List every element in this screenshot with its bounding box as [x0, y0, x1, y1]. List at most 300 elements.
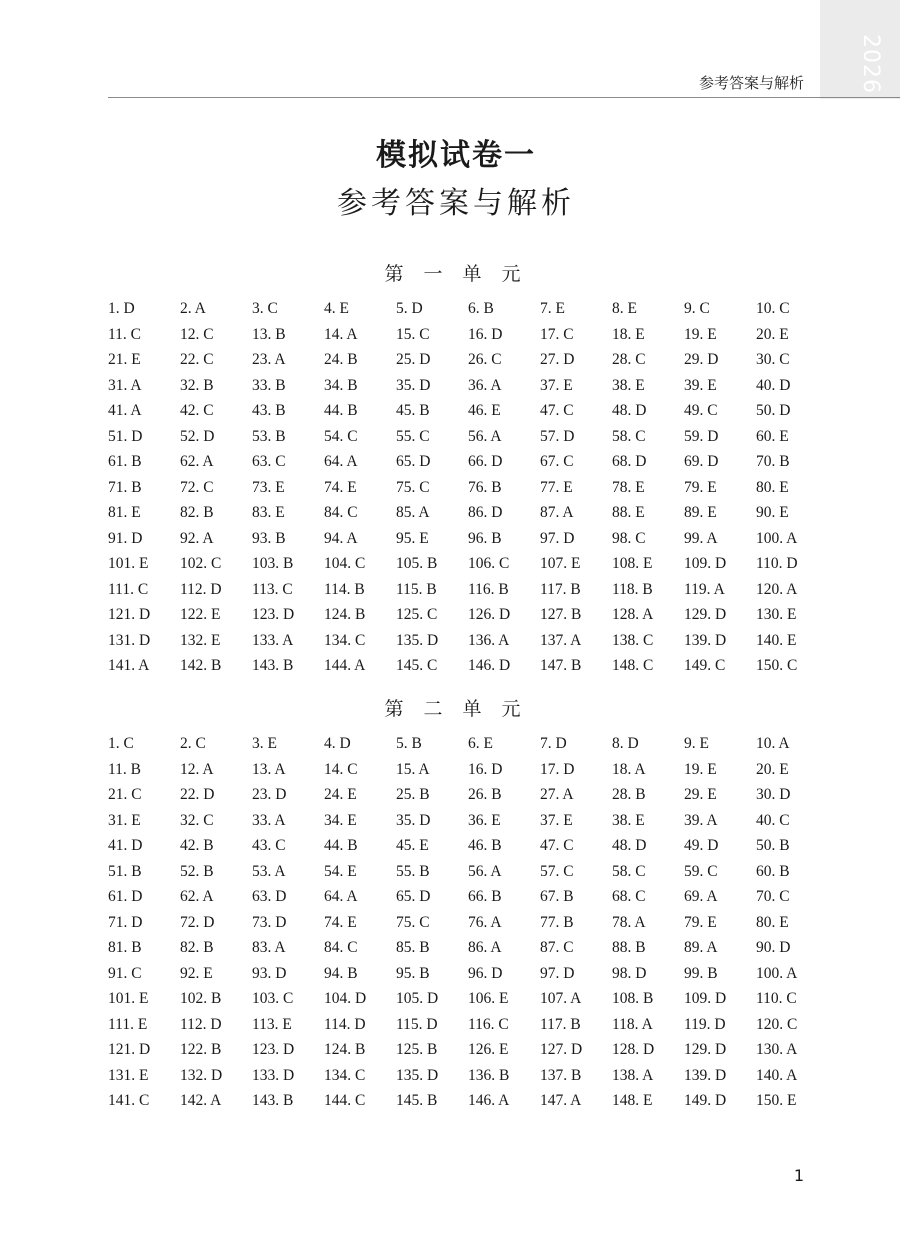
answer-item: 8. D — [612, 735, 639, 752]
answer-item: 88. B — [612, 939, 646, 956]
answer-item: 83. E — [252, 504, 285, 521]
answer-item: 57. D — [540, 427, 575, 445]
answer-item: 145. C — [396, 657, 438, 674]
answer-item: 67. C — [540, 453, 574, 470]
answer-item: 136. B — [468, 1066, 510, 1084]
answer-item: 55. B — [396, 862, 430, 880]
answer-item: 16. D — [468, 760, 503, 778]
answer-item: 6. B — [468, 300, 494, 317]
answer-item: 93. D — [252, 964, 287, 982]
answer-item: 114. B — [324, 580, 365, 598]
answer-item: 65. D — [396, 453, 431, 470]
answer-item: 101. E — [108, 555, 149, 572]
answer-item: 29. E — [684, 786, 717, 803]
answer-item: 73. E — [252, 478, 285, 496]
answer-item: 90. E — [756, 504, 789, 521]
answer-item: 50. B — [756, 837, 790, 854]
answer-item: 32. C — [180, 811, 214, 829]
answer-item: 140. E — [756, 631, 797, 649]
answer-item: 77. E — [540, 478, 573, 496]
answer-item: 111. E — [108, 1015, 148, 1033]
answer-item: 10. A — [756, 735, 790, 752]
answer-item: 99. B — [684, 964, 718, 982]
answer-item: 75. C — [396, 913, 430, 931]
answer-item: 12. C — [180, 325, 214, 343]
answer-item: 131. E — [108, 1066, 149, 1084]
answer-item: 131. D — [108, 631, 151, 649]
answer-item: 97. D — [540, 964, 575, 982]
answer-item: 119. A — [684, 580, 725, 598]
answer-item: 3. C — [252, 300, 278, 317]
answer-item: 135. D — [396, 631, 439, 649]
answer-item: 128. A — [612, 606, 654, 623]
answer-item: 58. C — [612, 427, 646, 445]
answer-item: 22. C — [180, 351, 214, 368]
answer-item: 122. E — [180, 606, 221, 623]
answer-item: 114. D — [324, 1015, 366, 1033]
answer-item: 142. A — [180, 1092, 222, 1109]
answer-item: 62. A — [180, 888, 214, 905]
answer-item: 76. B — [468, 478, 502, 496]
answer-item: 107. A — [540, 990, 582, 1007]
answer-item: 106. E — [468, 990, 509, 1007]
answer-item: 37. E — [540, 376, 573, 394]
answer-item: 117. B — [540, 580, 581, 598]
answer-item: 94. A — [324, 529, 358, 547]
answer-item: 40. D — [756, 376, 791, 394]
answer-item: 56. A — [468, 862, 502, 880]
answer-item: 86. D — [468, 504, 503, 521]
answer-item: 18. E — [612, 325, 645, 343]
answer-item: 123. D — [252, 1041, 295, 1058]
answer-item: 145. B — [396, 1092, 438, 1109]
answer-item: 137. A — [540, 631, 582, 649]
answer-item: 31. E — [108, 811, 141, 829]
answer-item: 81. E — [108, 504, 141, 521]
answer-item: 78. E — [612, 478, 645, 496]
answer-item: 100. A — [756, 529, 798, 547]
answer-item: 28. B — [612, 786, 646, 803]
answer-item: 71. B — [108, 478, 142, 496]
unit-1-answer-grid — [108, 296, 828, 679]
answer-item: 72. C — [180, 478, 214, 496]
answer-item: 79. E — [684, 913, 717, 931]
answer-item: 43. C — [252, 837, 286, 854]
answer-item: 121. D — [108, 606, 151, 623]
answer-item: 127. D — [540, 1041, 583, 1058]
answer-item: 146. A — [468, 1092, 510, 1109]
answer-item: 9. E — [684, 735, 709, 752]
answer-item: 139. D — [684, 631, 727, 649]
answer-item: 58. C — [612, 862, 646, 880]
answer-item: 92. A — [180, 529, 214, 547]
answer-item: 57. C — [540, 862, 574, 880]
answer-item: 30. C — [756, 351, 790, 368]
answer-item: 14. C — [324, 760, 358, 778]
answer-item: 48. D — [612, 837, 647, 854]
answer-item: 61. D — [108, 888, 143, 905]
answer-item: 92. E — [180, 964, 213, 982]
answer-item: 44. B — [324, 837, 358, 854]
answer-item: 6. E — [468, 735, 493, 752]
answer-item: 9. C — [684, 300, 710, 317]
answer-item: 105. B — [396, 555, 438, 572]
answer-item: 36. E — [468, 811, 501, 829]
answer-item: 20. E — [756, 325, 789, 343]
answer-item: 66. D — [468, 453, 503, 470]
answer-item: 102. C — [180, 555, 222, 572]
answer-item: 85. A — [396, 504, 430, 521]
answer-item: 60. B — [756, 862, 790, 880]
answer-item: 122. B — [180, 1041, 222, 1058]
answer-item: 53. B — [252, 427, 286, 445]
answer-item: 25. B — [396, 786, 430, 803]
answer-item: 84. C — [324, 939, 358, 956]
answer-item: 70. C — [756, 888, 790, 905]
answer-item: 63. D — [252, 888, 287, 905]
answer-item: 59. C — [684, 862, 718, 880]
answer-item: 42. B — [180, 837, 214, 854]
answer-item: 133. A — [252, 631, 294, 649]
answer-item: 141. C — [108, 1092, 150, 1109]
answer-item: 143. B — [252, 1092, 294, 1109]
page-subtitle: 参考答案与解析 — [337, 186, 575, 221]
answer-item: 74. E — [324, 913, 357, 931]
answer-item: 31. A — [108, 376, 142, 394]
answer-item: 24. E — [324, 786, 357, 803]
answer-item: 37. E — [540, 811, 573, 829]
answer-item: 50. D — [756, 402, 791, 419]
answer-item: 41. D — [108, 837, 143, 854]
answer-item: 68. D — [612, 453, 647, 470]
answer-item: 33. B — [252, 376, 286, 394]
answer-item: 74. E — [324, 478, 357, 496]
answer-item: 112. D — [180, 1015, 222, 1033]
answer-item: 14. A — [324, 325, 358, 343]
answer-item: 69. D — [684, 453, 719, 470]
answer-item: 81. B — [108, 939, 142, 956]
answer-item: 105. D — [396, 990, 439, 1007]
answer-item: 80. E — [756, 478, 789, 496]
unit-2-answer-grid — [108, 731, 828, 1114]
answer-item: 112. D — [180, 580, 222, 598]
answer-item: 78. A — [612, 913, 646, 931]
answer-item: 136. A — [468, 631, 510, 649]
answer-item: 115. B — [396, 580, 437, 598]
answer-item: 147. A — [540, 1092, 582, 1109]
answer-item: 87. C — [540, 939, 574, 956]
answer-item: 34. E — [324, 811, 357, 829]
answer-item: 129. D — [684, 1041, 727, 1058]
answer-item: 124. B — [324, 1041, 366, 1058]
answer-item: 47. C — [540, 837, 574, 854]
answer-item: 100. A — [756, 964, 798, 982]
answer-item: 129. D — [684, 606, 727, 623]
answer-item: 125. C — [396, 606, 438, 623]
answer-item: 42. C — [180, 402, 214, 419]
answer-item: 39. E — [684, 376, 717, 394]
answer-item: 88. E — [612, 504, 645, 521]
answer-item: 38. E — [612, 376, 645, 394]
answer-item: 24. B — [324, 351, 358, 368]
page-number: 1 — [793, 1166, 804, 1185]
answer-item: 125. B — [396, 1041, 438, 1058]
answer-item: 132. D — [180, 1066, 223, 1084]
answer-item: 60. E — [756, 427, 789, 445]
answer-item: 44. B — [324, 402, 358, 419]
answer-item: 117. B — [540, 1015, 581, 1033]
answer-item: 139. D — [684, 1066, 727, 1084]
answer-item: 1. C — [108, 735, 134, 752]
answer-item: 54. C — [324, 427, 358, 445]
page-title: 模拟试卷一 — [376, 138, 536, 173]
answer-item: 45. E — [396, 837, 429, 854]
answer-item: 135. D — [396, 1066, 439, 1084]
answer-item: 52. B — [180, 862, 214, 880]
answer-item: 15. C — [396, 325, 430, 343]
answer-item: 4. E — [324, 300, 349, 317]
answer-item: 20. E — [756, 760, 789, 778]
answer-item: 120. C — [756, 1015, 798, 1033]
answer-item: 63. C — [252, 453, 286, 470]
answer-item: 56. A — [468, 427, 502, 445]
answer-item: 86. A — [468, 939, 502, 956]
answer-item: 62. A — [180, 453, 214, 470]
answer-item: 148. E — [612, 1092, 653, 1109]
answer-item: 64. A — [324, 888, 358, 905]
answer-item: 8. E — [612, 300, 637, 317]
answer-item: 40. C — [756, 811, 790, 829]
answer-item: 76. A — [468, 913, 502, 931]
answer-item: 94. B — [324, 964, 358, 982]
answer-item: 138. A — [612, 1066, 654, 1084]
answer-item: 110. C — [756, 990, 797, 1007]
answer-item: 77. B — [540, 913, 574, 931]
answer-item: 67. B — [540, 888, 574, 905]
answer-item: 21. C — [108, 786, 142, 803]
answer-item: 93. B — [252, 529, 286, 547]
answer-item: 124. B — [324, 606, 366, 623]
answer-item: 5. D — [396, 300, 423, 317]
answer-item: 69. A — [684, 888, 718, 905]
answer-item: 146. D — [468, 657, 511, 674]
answer-item: 147. B — [540, 657, 582, 674]
answer-item: 52. D — [180, 427, 215, 445]
answer-item: 97. D — [540, 529, 575, 547]
answer-item: 29. D — [684, 351, 719, 368]
answer-item: 102. B — [180, 990, 222, 1007]
answer-item: 113. C — [252, 580, 293, 598]
answer-item: 118. A — [612, 1015, 653, 1033]
answer-item: 53. A — [252, 862, 286, 880]
answer-item: 49. C — [684, 402, 718, 419]
answer-item: 19. E — [684, 760, 717, 778]
answer-item: 119. D — [684, 1015, 726, 1033]
answer-item: 51. D — [108, 427, 143, 445]
answer-item: 16. D — [468, 325, 503, 343]
answer-item: 41. A — [108, 402, 142, 419]
answer-item: 130. A — [756, 1041, 798, 1058]
answer-item: 13. B — [252, 325, 286, 343]
answer-item: 3. E — [252, 735, 277, 752]
answer-item: 133. D — [252, 1066, 295, 1084]
unit-2-title: 第 二 单 元 — [384, 698, 528, 720]
answer-item: 10. C — [756, 300, 790, 317]
answer-item: 79. E — [684, 478, 717, 496]
answer-item: 104. D — [324, 990, 367, 1007]
answer-item: 90. D — [756, 939, 791, 956]
answer-item: 121. D — [108, 1041, 151, 1058]
answer-item: 108. E — [612, 555, 653, 572]
answer-item: 38. E — [612, 811, 645, 829]
answer-item: 82. B — [180, 504, 214, 521]
answer-item: 4. D — [324, 735, 351, 752]
answer-item: 49. D — [684, 837, 719, 854]
answer-item: 43. B — [252, 402, 286, 419]
answer-item: 22. D — [180, 786, 215, 803]
answer-item: 19. E — [684, 325, 717, 343]
answer-item: 99. A — [684, 529, 718, 547]
answer-item: 91. D — [108, 529, 143, 547]
answer-item: 11. B — [108, 760, 142, 778]
answer-item: 23. A — [252, 351, 286, 368]
answer-item: 13. A — [252, 760, 286, 778]
answer-item: 33. A — [252, 811, 286, 829]
answer-item: 89. E — [684, 504, 717, 521]
answer-item: 134. C — [324, 631, 366, 649]
answer-item: 55. C — [396, 427, 430, 445]
answer-item: 39. A — [684, 811, 718, 829]
answer-item: 65. D — [396, 888, 431, 905]
answer-item: 126. D — [468, 606, 511, 623]
answer-item: 150. E — [756, 1092, 797, 1109]
answer-item: 45. B — [396, 402, 430, 419]
answer-item: 149. D — [684, 1092, 727, 1109]
answer-item: 35. D — [396, 811, 431, 829]
answer-item: 36. A — [468, 376, 502, 394]
answer-item: 15. A — [396, 760, 430, 778]
answer-item: 134. C — [324, 1066, 366, 1084]
answer-item: 46. E — [468, 402, 501, 419]
answer-item: 28. C — [612, 351, 646, 368]
answer-item: 116. C — [468, 1015, 509, 1033]
answer-item: 64. A — [324, 453, 358, 470]
answer-item: 116. B — [468, 580, 509, 598]
answer-item: 7. E — [540, 300, 565, 317]
answer-item: 72. D — [180, 913, 215, 931]
answer-item: 111. C — [108, 580, 149, 598]
answer-item: 87. A — [540, 504, 574, 521]
answer-item: 150. C — [756, 657, 798, 674]
answer-item: 109. D — [684, 555, 727, 572]
answer-item: 25. D — [396, 351, 431, 368]
answer-item: 26. B — [468, 786, 502, 803]
answer-item: 98. C — [612, 529, 646, 547]
answer-item: 123. D — [252, 606, 295, 623]
answer-item: 27. D — [540, 351, 575, 368]
answer-item: 35. D — [396, 376, 431, 394]
answer-item: 95. B — [396, 964, 430, 982]
answer-item: 70. B — [756, 453, 790, 470]
answer-item: 137. B — [540, 1066, 582, 1084]
answer-item: 91. C — [108, 964, 142, 982]
answer-item: 71. D — [108, 913, 143, 931]
answer-item: 48. D — [612, 402, 647, 419]
answer-item: 46. B — [468, 837, 502, 854]
answer-item: 144. A — [324, 657, 366, 674]
answer-item: 141. A — [108, 657, 150, 674]
answer-item: 34. B — [324, 376, 358, 394]
answer-item: 106. C — [468, 555, 510, 572]
answer-item: 23. D — [252, 786, 287, 803]
answer-item: 138. C — [612, 631, 654, 649]
answer-item: 59. D — [684, 427, 719, 445]
answer-item: 126. E — [468, 1041, 509, 1058]
answer-item: 5. B — [396, 735, 422, 752]
answer-item: 83. A — [252, 939, 286, 956]
header-divider — [108, 97, 900, 98]
answer-item: 113. E — [252, 1015, 292, 1033]
answer-item: 108. B — [612, 990, 654, 1007]
answer-item: 73. D — [252, 913, 287, 931]
answer-item: 68. C — [612, 888, 646, 905]
answer-item: 127. B — [540, 606, 582, 623]
answer-item: 2. C — [180, 735, 206, 752]
answer-item: 118. B — [612, 580, 653, 598]
year-label: 2026 — [858, 34, 883, 94]
answer-item: 2. A — [180, 300, 206, 317]
answer-item: 103. B — [252, 555, 294, 572]
answer-item: 142. B — [180, 657, 222, 674]
side-tab — [820, 0, 900, 99]
answer-item: 148. C — [612, 657, 654, 674]
answer-item: 101. E — [108, 990, 149, 1007]
answer-item: 149. C — [684, 657, 726, 674]
answer-item: 75. C — [396, 478, 430, 496]
answer-item: 54. E — [324, 862, 357, 880]
answer-item: 1. D — [108, 300, 135, 317]
answer-item: 140. A — [756, 1066, 798, 1084]
answer-item: 110. D — [756, 555, 798, 572]
answer-item: 132. E — [180, 631, 221, 649]
answer-item: 120. A — [756, 580, 798, 598]
answer-item: 47. C — [540, 402, 574, 419]
answer-item: 96. B — [468, 529, 502, 547]
answer-item: 84. C — [324, 504, 358, 521]
answer-item: 51. B — [108, 862, 142, 880]
answer-item: 98. D — [612, 964, 647, 982]
answer-item: 12. A — [180, 760, 214, 778]
answer-item: 61. B — [108, 453, 142, 470]
answer-item: 115. D — [396, 1015, 438, 1033]
answer-item: 128. D — [612, 1041, 655, 1058]
answer-item: 96. D — [468, 964, 503, 982]
answer-item: 7. D — [540, 735, 567, 752]
answer-item: 32. B — [180, 376, 214, 394]
answer-item: 21. E — [108, 351, 141, 368]
answer-item: 104. C — [324, 555, 366, 572]
answer-item: 82. B — [180, 939, 214, 956]
answer-item: 103. C — [252, 990, 294, 1007]
answer-item: 17. D — [540, 760, 575, 778]
answer-item: 89. A — [684, 939, 718, 956]
answer-item: 18. A — [612, 760, 646, 778]
answer-item: 85. B — [396, 939, 430, 956]
answer-item: 80. E — [756, 913, 789, 931]
unit-1-title: 第 一 单 元 — [384, 263, 528, 285]
answer-item: 26. C — [468, 351, 502, 368]
answer-item: 130. E — [756, 606, 797, 623]
